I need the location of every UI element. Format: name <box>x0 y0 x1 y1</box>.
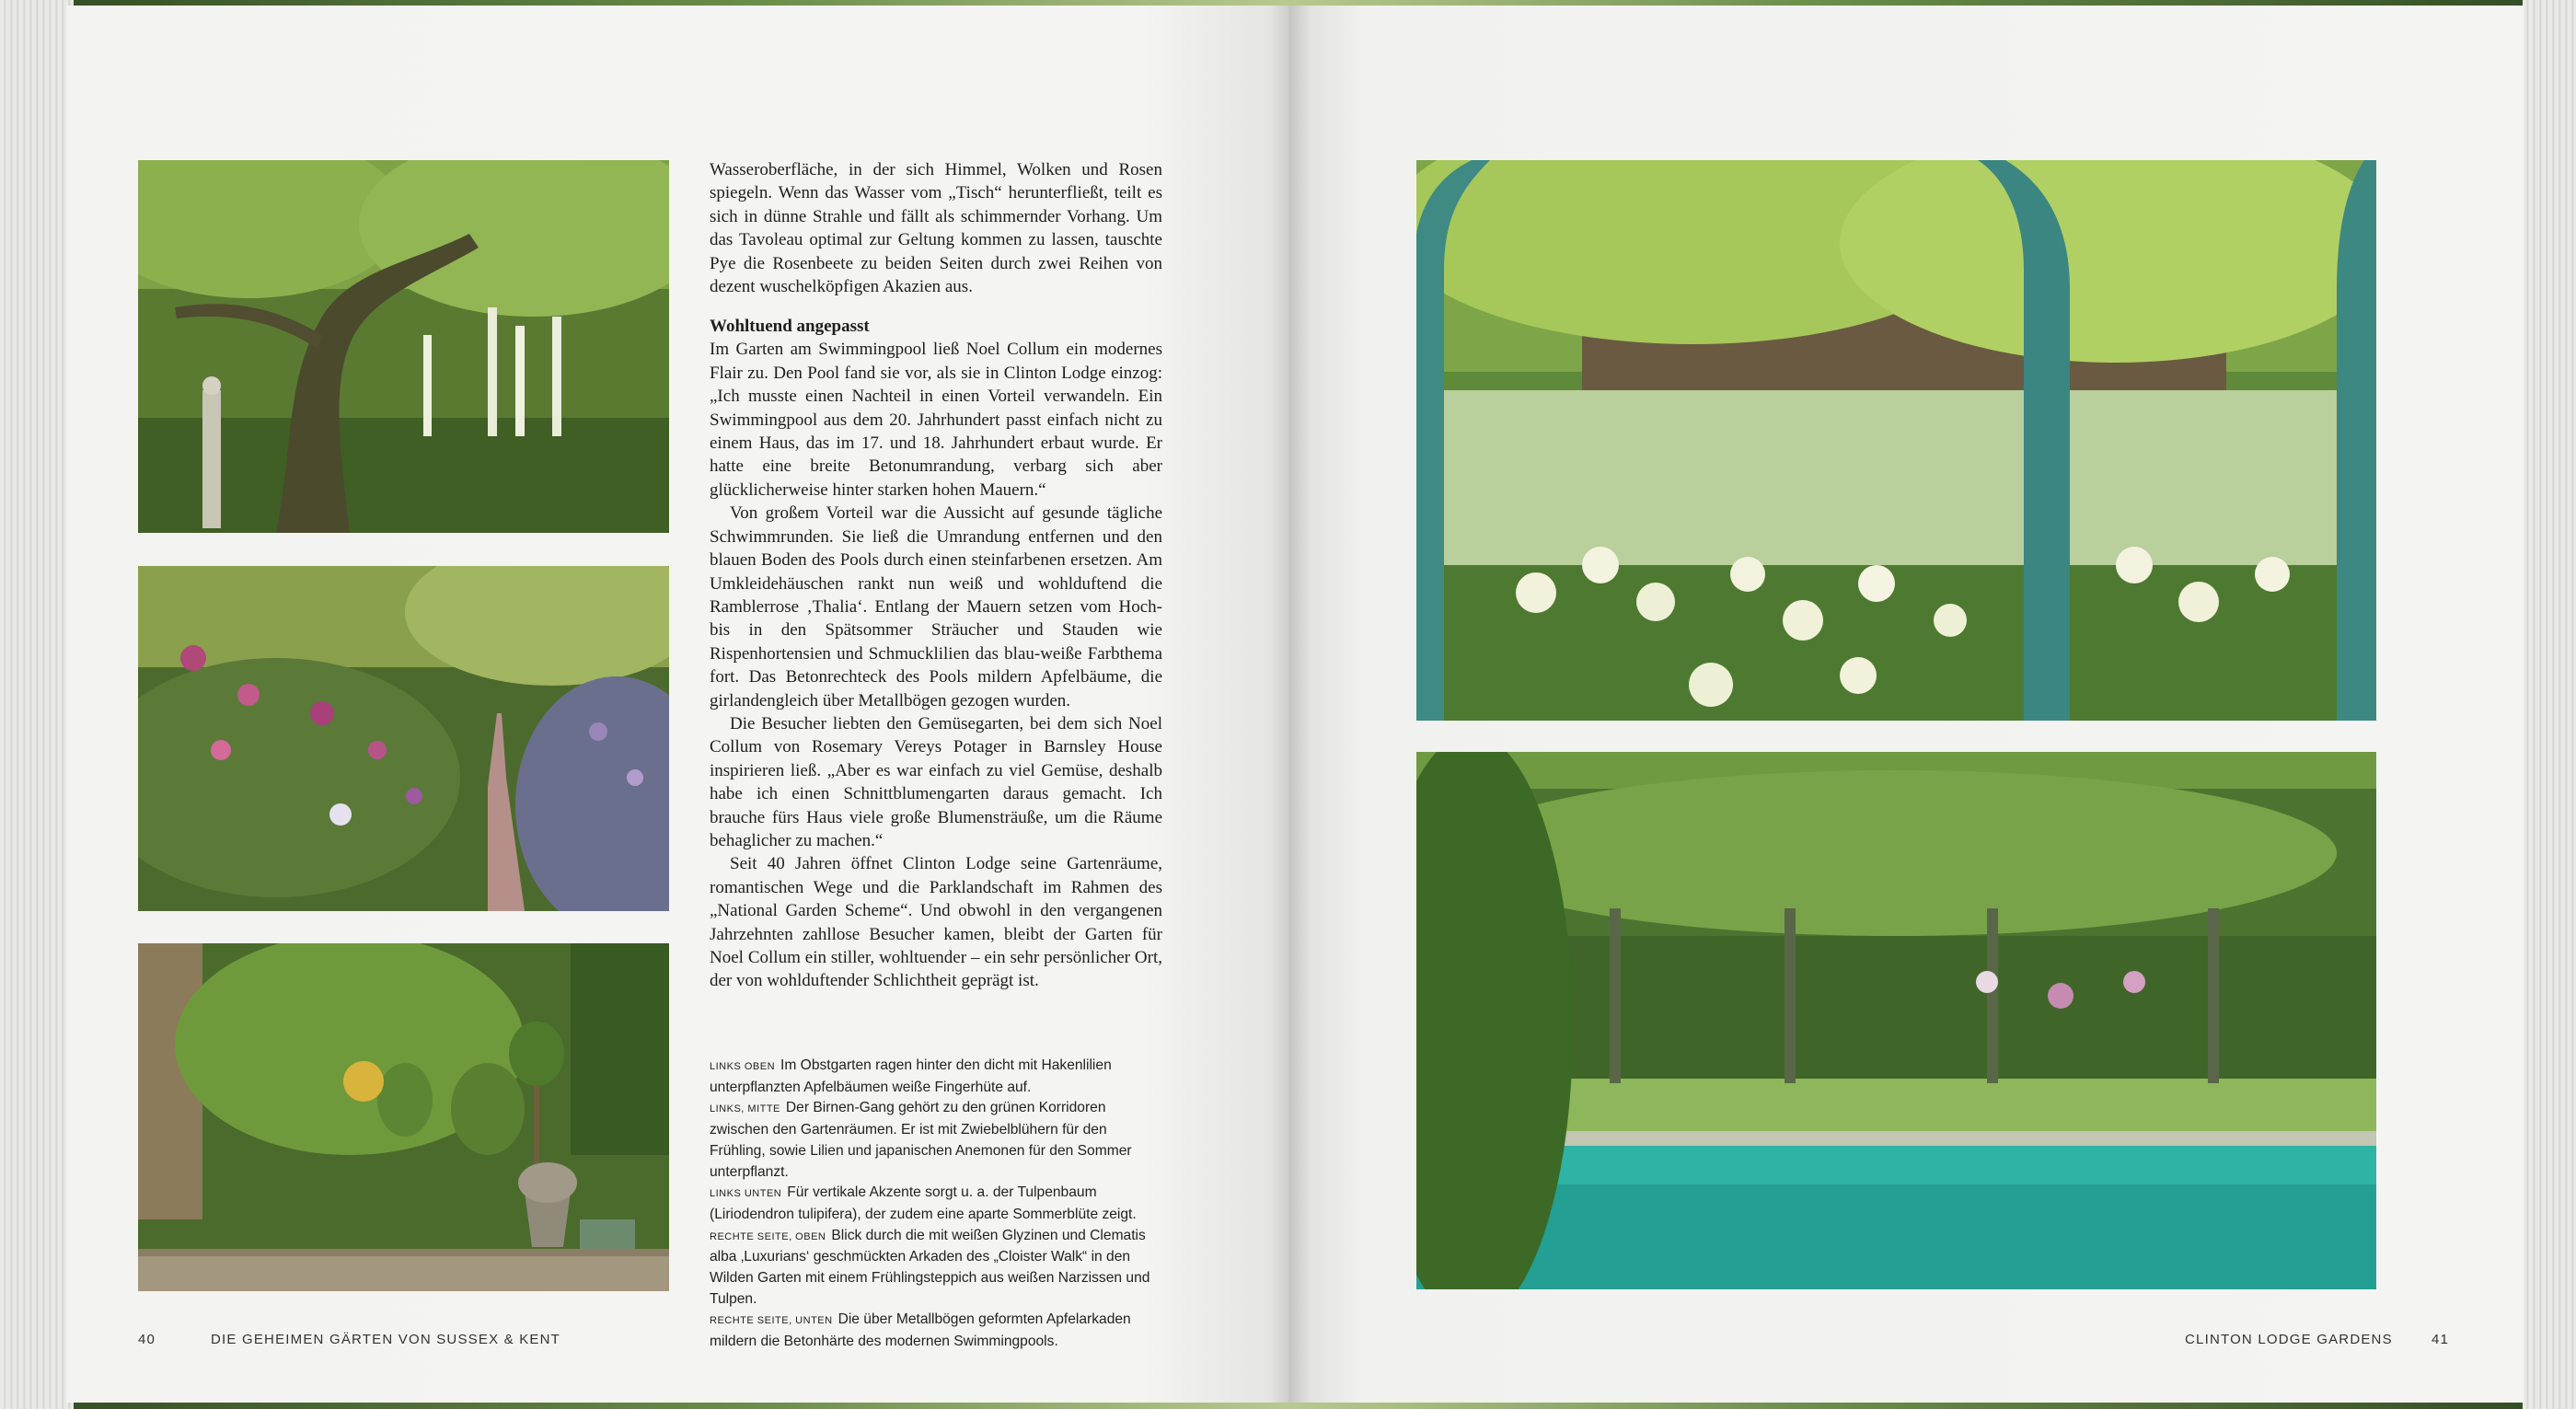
caption-text: Im Obstgarten ragen hinter den dicht mit Hakenlilien unterpflanzten Apfelbäumen weiße Fingerhüte auf. <box>710 1057 1112 1095</box>
running-head-right: CLINTON LODGE GARDENS <box>2185 1332 2393 1347</box>
photo-cloister-walk <box>1416 160 2376 721</box>
caption-text: Die über Metallbögen geformten Apfelarkaden mildern die Betonhärte des modernen Swimmingpools. <box>710 1311 1131 1350</box>
caption-key: RECHTE SEITE, OBEN <box>710 1230 826 1242</box>
caption-item <box>710 1056 1162 1098</box>
body-paragraph: Die Besucher liebten den Gemüsegarten, bei dem sich Noel Collum von Rosemary Vereys Potager in Barnsley House inspirieren ließ. „Aber es war einfach zu viel Gemüse, deshalb habe ich einen Schnittblumengarten daraus gemacht. Ich brauche fürs Haus viele große Blumensträuße, um die Räume behaglicher zu machen.“ <box>710 713 1162 850</box>
caption-item <box>710 1310 1162 1352</box>
caption-text: Der Birnen-Gang gehört zu den grünen Korridoren zwischen den Gartenräumen. Er ist mit Zwiebelblühern für den Frühling, sowie Lilien und japanischen Anemonen für den Sommer unterpflanzt. <box>710 1100 1132 1180</box>
page-edges-right <box>2523 0 2576 1409</box>
body-paragraph: Seit 40 Jahren öffnet Clinton Lodge seine Gartenräume, romantischen Wege und die Parklandschaft im Rahmen des „National Garden Scheme“. Und obwohl in den vergangenen Jahrzehnten zahllose Besucher kamen, bleibt der Garten für Noel Collum ein stiller, wohltuender – ein sehr persönlicher Ort, der von wohlduftender Schlichtheit geprägt ist. <box>710 854 1162 991</box>
photo-captions <box>710 1056 1162 1353</box>
photo-tulip-tree <box>138 943 669 1291</box>
body-paragraph: Im Garten am Swimmingpool ließ Noel Collum ein modernes Flair zu. Den Pool fand sie vor, als sie in Clinton Lodge einzog: „Ich musste einen Nachteil in einen Vorteil verwandeln. Ein Swimmingpool aus dem 20. Jahrhundert passt einfach nicht zu einem Haus, das im 17. und 18. Jahrhundert erbaut wurde. Er hatte eine breite Betonumrandung, verbarg sich aber glücklicherweise hinter starken hohen Mauern.“ <box>710 340 1162 500</box>
caption-text: Blick durch die mit weißen Glyzinen und Clematis alba ‚Luxurians‘ geschmückten Arkaden des „Cloister Walk“ in den Wilden Garten mit einem Frühlingsteppich aus weißen Narzissen und Tulpen. <box>710 1227 1150 1307</box>
caption-item <box>710 1098 1162 1183</box>
body-paragraph: Wasseroberfläche, in der sich Himmel, Wolken und Rosen spiegeln. Wenn das Wasser vom „Tisch“ herunterfließt, teilt es sich in dünne Strahle und fällt als schimmernder Vorhang. Um das Tavoleau optimal zur Geltung kommen zu lassen, tauschte Pye die Rosenbeete zu beiden Seiten durch zwei Reihen von dezent wuschelköpfigen Akazien aus. <box>710 160 1162 297</box>
photo-garden-path <box>138 566 669 911</box>
caption-key: RECHTE SEITE, UNTEN <box>710 1315 833 1327</box>
photo-orchard <box>138 160 669 533</box>
section-heading: Wohltuend angepasst <box>710 317 870 337</box>
body-text-column <box>710 158 1162 993</box>
caption-item <box>710 1183 1162 1225</box>
caption-key: LINKS, MITTE <box>710 1103 780 1115</box>
body-paragraph: Von großem Vorteil war die Aussicht auf gesunde tägliche Schwimmrunden. Sie ließ die Umrandung entfernen und den blauen Boden des Pools durch einen steinfarbenen ersetzen. Am Umkleidehäuschen rankt nun weiß und wohlduftend die Ramblerrose ‚Thalia‘. Entlang der Mauern setzen vom Hoch- bis in den Spätsommer Sträucher und Stauden wie Rispenhortensien und Schmucklilien das blau-weiße Farbthema fort. Das Betonrechteck des Pools mildern Apfelbäume, die girlandengleich über Metallbögen gezogen wurden. <box>710 503 1162 710</box>
caption-key: LINKS UNTEN <box>710 1188 782 1200</box>
caption-item <box>710 1226 1162 1311</box>
caption-key: LINKS OBEN <box>710 1061 776 1072</box>
page-edges-left <box>0 0 74 1409</box>
photo-swimming-pool <box>1416 752 2376 1289</box>
page-number-left: 40 <box>138 1332 156 1347</box>
page-number-right: 41 <box>2432 1332 2450 1347</box>
book-gutter <box>1270 6 1311 1403</box>
running-head-left: DIE GEHEIMEN GÄRTEN VON SUSSEX & KENT <box>211 1332 561 1347</box>
caption-text: Für vertikale Akzente sorgt u. a. der Tulpenbaum (Liriodendron tulipifera), der zudem eine aparte Sommerblüte zeigt. <box>710 1184 1137 1222</box>
